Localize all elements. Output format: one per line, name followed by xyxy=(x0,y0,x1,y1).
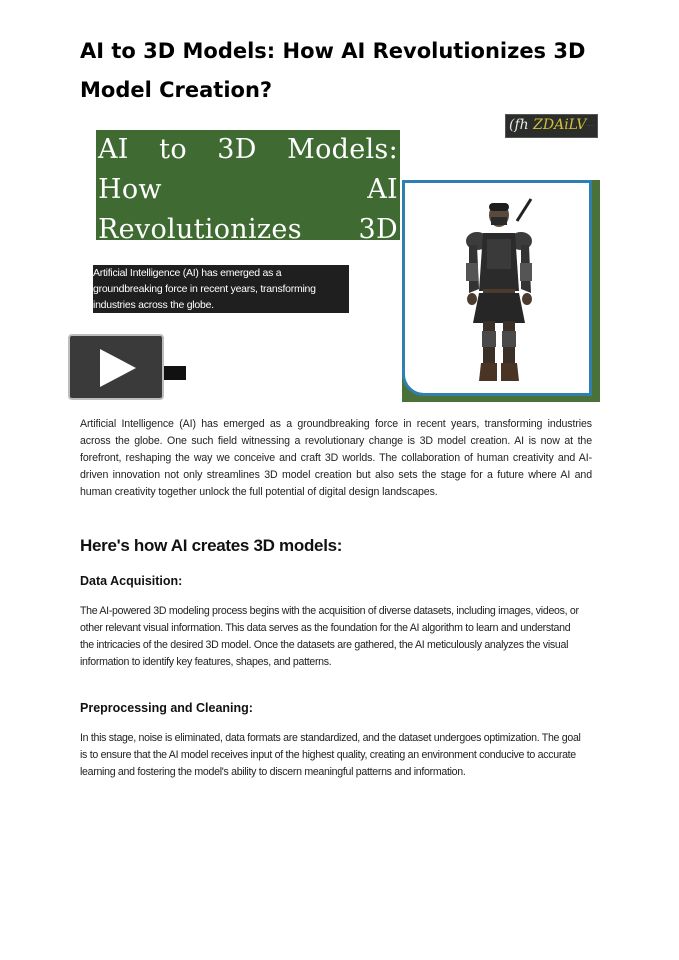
play-icon xyxy=(98,347,138,389)
paragraph-data-acquisition: The AI-powered 3D modeling process begins with the acquisition of diverse datasets, including images, videos, or other relevant visual information. This data serves as the foundation for the AI algorithm to learn and understand the intricacies of the desired 3D model. Once the datasets are gathered, the AI meticulously analyzes the visual information to identify key features, shapes, and patterns. xyxy=(80,605,579,668)
section-heading: Here's how AI creates 3D models: xyxy=(80,536,343,555)
character-panel xyxy=(402,180,600,402)
logo-brand: ZDAiLV xyxy=(533,117,587,133)
hero-subtitle: Artificial Intelligence (AI) has emerged as a groundbreaking force in recent years, transforming industries across the globe. xyxy=(93,267,316,311)
page-title: AI to 3D Models: How AI Revolutionizes 3D Model Creation? xyxy=(80,39,586,102)
play-button[interactable] xyxy=(68,334,164,400)
paragraph-preprocessing: In this stage, noise is eliminated, data formats are standardized, and the dataset undergoes optimization. The goal is to ensure that the AI model receives input of the highest quality, creating an environment conducive to accurate learning and fostering the model's ability to discern meaningful patterns and information. xyxy=(80,732,581,778)
brand-logo xyxy=(505,114,598,138)
subheading-preprocessing: Preprocessing and Cleaning: xyxy=(80,701,253,715)
hero-subtitle-box xyxy=(93,265,349,313)
hero-slide xyxy=(66,112,600,404)
subheading-data-acquisition: Data Acquisition: xyxy=(80,574,183,588)
logo-prefix: (fh xyxy=(509,117,534,133)
armored-character-image xyxy=(439,193,559,389)
hero-title: AI to 3D Models: How AI Revolutionizes 3D xyxy=(98,134,398,240)
logo-tagline: ····· xyxy=(586,123,593,128)
hero-title-box xyxy=(96,130,400,240)
character-frame xyxy=(402,180,592,396)
intro-paragraph: Artificial Intelligence (AI) has emerged as a groundbreaking force in recent years, transforming industries across the globe. One such field witnessing a revolutionary change is 3D model creation. AI is now at the forefront, reshaping the way we conceive and craft 3D worlds. The collaboration of human creativity and AI-driven innovation not only streamlines 3D model creation but also sets the stage for a future where AI and human creativity together unlock the full potential of digital design landscapes. xyxy=(80,418,592,498)
